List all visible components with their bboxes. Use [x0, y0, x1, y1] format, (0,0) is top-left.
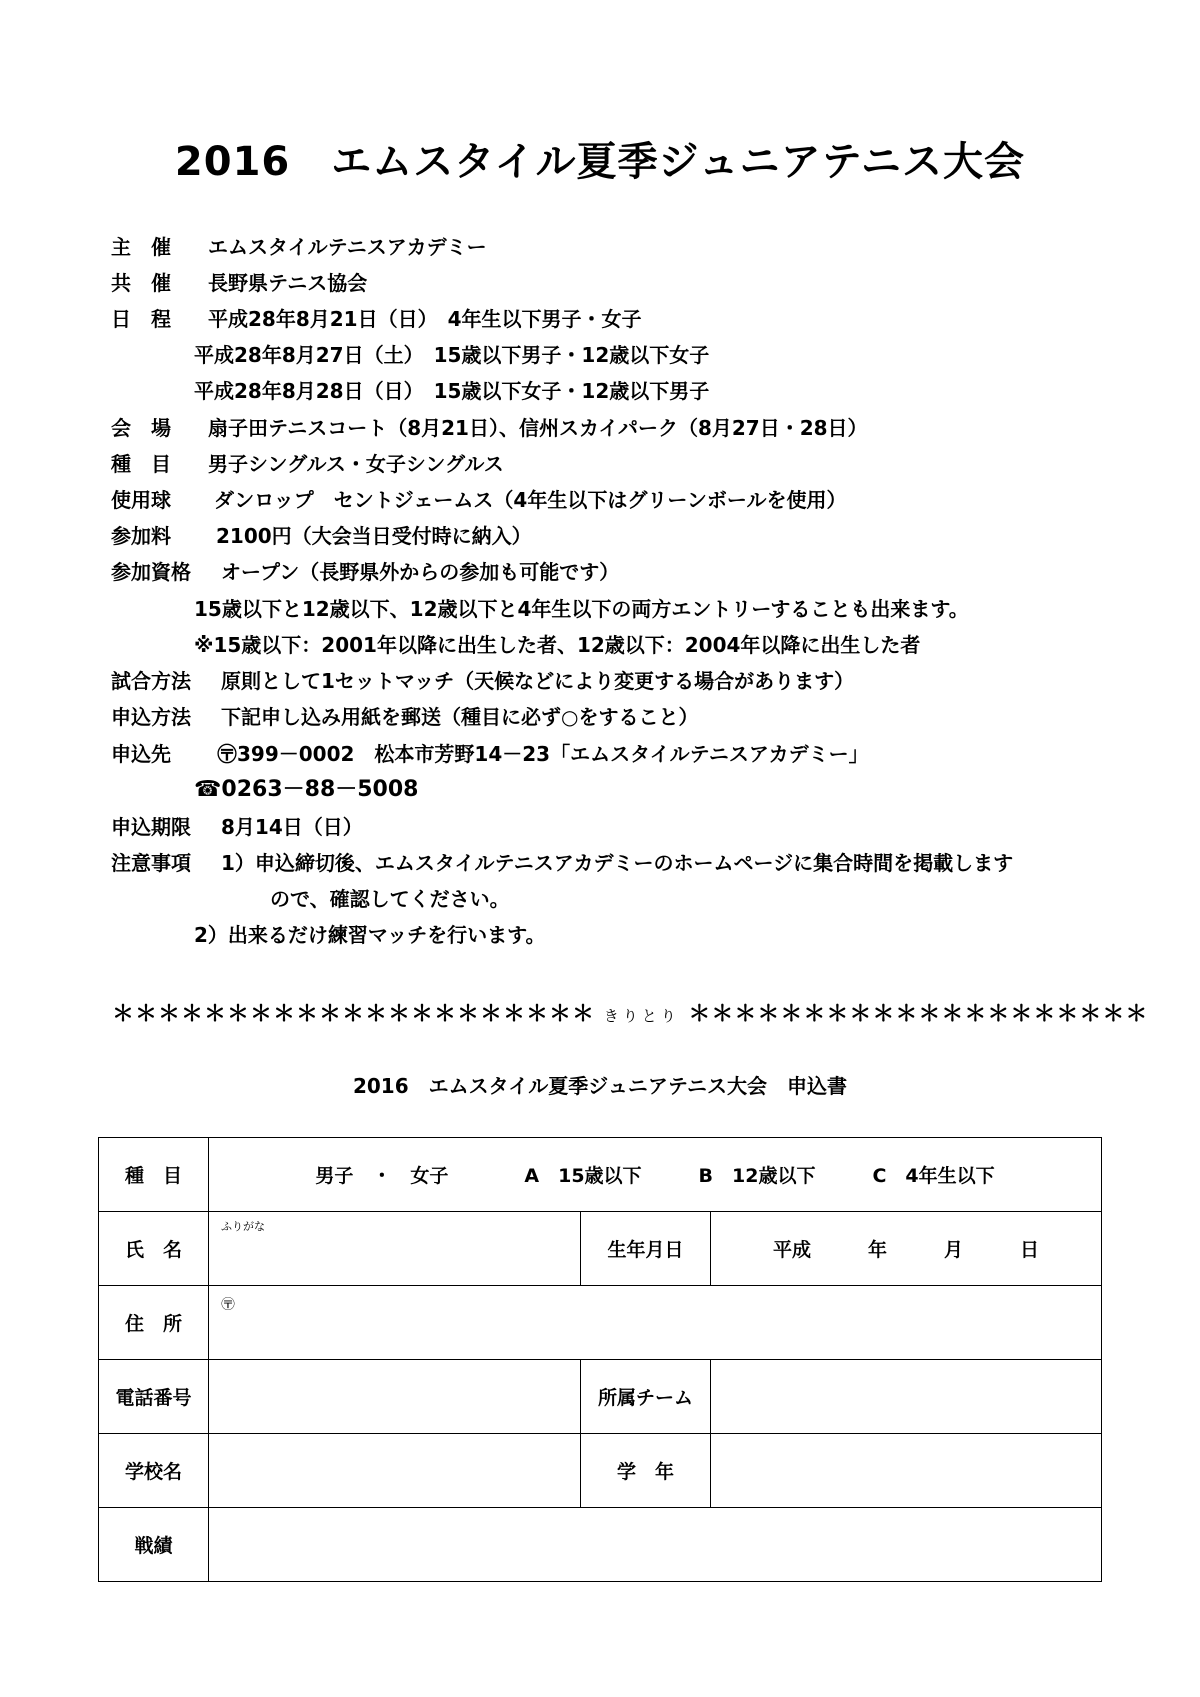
grade-label: 学 年: [581, 1434, 711, 1508]
venue-label: 会 場: [111, 416, 171, 440]
address-label: 住 所: [99, 1286, 209, 1360]
schedule-row: [111, 306, 642, 332]
application-form-table: [98, 1137, 1102, 1582]
schedule-item-1: 平成28年8月21日（日） 4年生以下男子・女子: [208, 307, 642, 331]
cohost-row: [111, 270, 368, 296]
phone-field[interactable]: [209, 1360, 581, 1434]
record-label: 戦績: [99, 1508, 209, 1582]
table-row: [99, 1138, 1102, 1212]
organizer-label: 主 催: [111, 235, 171, 259]
school-field[interactable]: [209, 1434, 581, 1508]
school-label: 学校名: [99, 1434, 209, 1508]
table-row: [99, 1212, 1102, 1286]
ball-label: 使用球: [111, 488, 171, 512]
cohost-label: 共 催: [111, 271, 171, 295]
cut-line-stars-right: ＊＊＊＊＊＊＊＊＊＊＊＊＊＊＊＊＊＊＊＊: [688, 1002, 1149, 1027]
organizer-row: [111, 234, 487, 260]
eligibility-row: [111, 559, 620, 585]
deadline-row: [111, 814, 363, 840]
deadline-value: 8月14日（日）: [221, 815, 363, 839]
fee-row: [111, 523, 532, 549]
phone-value: ☎0263－88－5008: [194, 777, 419, 802]
apply-to-row: [111, 741, 869, 767]
ball-row: [111, 487, 847, 513]
venue-value: 扇子田テニスコート（8月21日）、信州スカイパーク（8月27日・28日）: [208, 416, 868, 440]
apply-method-label: 申込方法: [111, 705, 191, 729]
eligibility-value: オープン（長野県外からの参加も可能です）: [221, 560, 620, 584]
note-1: 1）申込締切後、エムスタイルテニスアカデミーのホームページに集合時間を掲載します: [221, 851, 1014, 875]
event-options-field[interactable]: 男子 ・ 女子 A 15歳以下 B 12歳以下 C 4年生以下: [209, 1138, 1102, 1212]
apply-method-row: [111, 704, 699, 730]
cut-line-label: きりとり: [603, 1007, 680, 1025]
ball-value: ダンロップ セントジェームス（4年生以下はグリーンボールを使用）: [214, 488, 847, 512]
eligibility-label: 参加資格: [111, 560, 191, 584]
address-field[interactable]: [209, 1286, 1102, 1360]
format-value: 原則として1セットマッチ（天候などにより変更する場合があります）: [221, 669, 855, 693]
table-row: [99, 1286, 1102, 1360]
table-row: [99, 1508, 1102, 1582]
eligibility-note-1: 15歳以下と12歳以下、12歳以下と4年生以下の両方エントリーすることも出来ます。: [194, 597, 969, 621]
venue-row: [111, 415, 868, 441]
note-2: 2）出来るだけ練習マッチを行います。: [194, 923, 546, 947]
note-1-continued: ので、確認してください。: [270, 887, 510, 911]
grade-field[interactable]: [711, 1434, 1102, 1508]
event-label: 種 目: [99, 1138, 209, 1212]
apply-to-value: 〶399－0002 松本市芳野14－23「エムスタイルテニスアカデミー」: [217, 742, 869, 766]
format-row: [111, 668, 855, 694]
form-title: 2016 エムスタイル夏季ジュニアテニス大会 申込書: [352, 1074, 848, 1098]
schedule-item-2: 平成28年8月27日（土） 15歳以下男子・12歳以下女子: [194, 343, 710, 367]
events-label: 種 目: [111, 452, 171, 476]
events-value: 男子シングルス・女子シングルス: [208, 452, 504, 476]
team-label: 所属チーム: [581, 1360, 711, 1434]
notes-row: [111, 850, 1014, 876]
deadline-label: 申込期限: [111, 815, 191, 839]
schedule-item-3: 平成28年8月28日（日） 15歳以下女子・12歳以下男子: [194, 379, 710, 403]
apply-to-label: 申込先: [111, 742, 171, 766]
notes-label: 注意事項: [111, 851, 191, 875]
team-field[interactable]: [711, 1360, 1102, 1434]
cut-line-stars-left: ＊＊＊＊＊＊＊＊＊＊＊＊＊＊＊＊＊＊＊＊＊: [112, 1002, 596, 1027]
name-label: 氏 名: [99, 1212, 209, 1286]
organizer-value: エムスタイルテニスアカデミー: [208, 235, 487, 259]
fee-label: 参加料: [111, 524, 171, 548]
events-row: [111, 451, 504, 477]
dob-label: 生年月日: [581, 1212, 711, 1286]
name-field[interactable]: [209, 1212, 581, 1286]
table-row: [99, 1360, 1102, 1434]
postal-mark-icon: 〶: [221, 1297, 235, 1313]
cohost-value: 長野県テニス協会: [208, 271, 368, 295]
eligibility-note-2: ※15歳以下：2001年以降に出生した者、12歳以下：2004年以降に出生した者: [194, 633, 921, 657]
dob-field[interactable]: 平成 年 月 日: [711, 1212, 1102, 1286]
record-field[interactable]: [209, 1508, 1102, 1582]
fee-value: 2100円（大会当日受付時に納入）: [216, 524, 532, 548]
phone-label: 電話番号: [99, 1360, 209, 1434]
furigana-label: ふりがな: [221, 1220, 265, 1233]
page-title: 2016 エムスタイル夏季ジュニアテニス大会: [174, 139, 1026, 185]
apply-method-value: 下記申し込み用紙を郵送（種目に必ず○をすること）: [221, 705, 699, 729]
schedule-label: 日 程: [111, 307, 171, 331]
table-row: [99, 1434, 1102, 1508]
cut-line: [112, 997, 1148, 1028]
format-label: 試合方法: [111, 669, 191, 693]
